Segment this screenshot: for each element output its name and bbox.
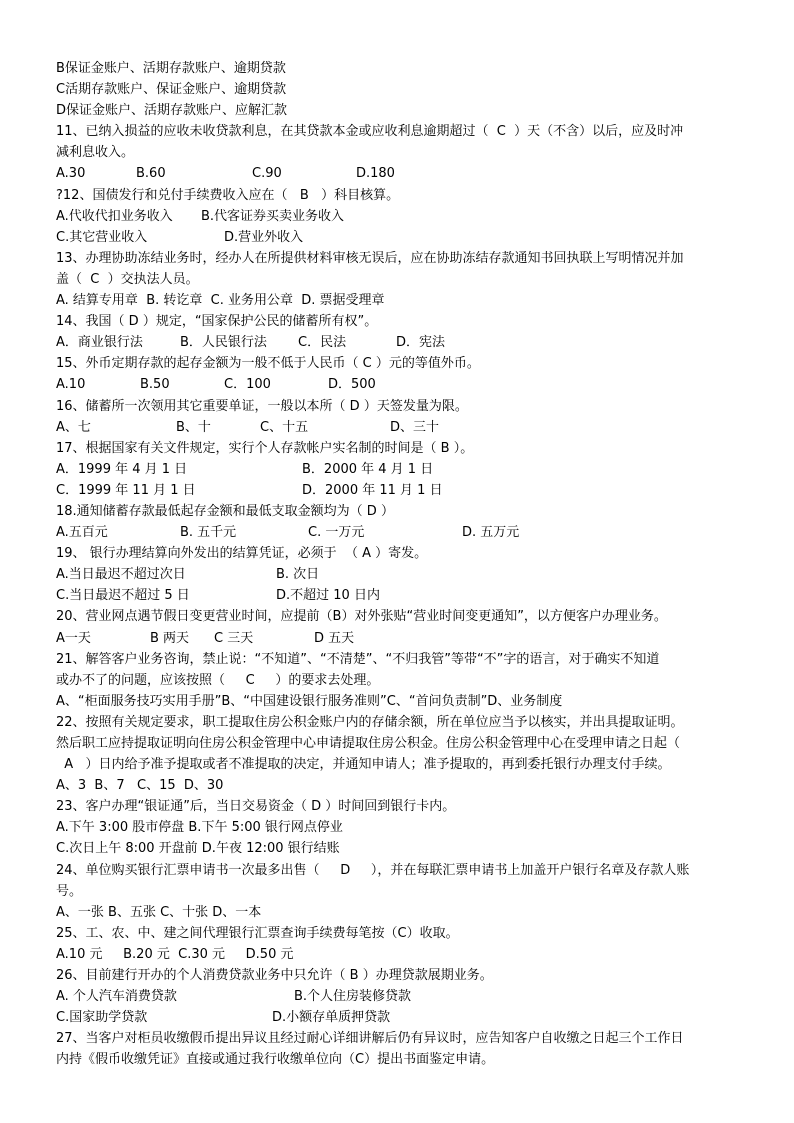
option-c: C. 一万元	[308, 525, 365, 541]
options-line: A、一张 B、五张 C、十张 D、一本	[56, 904, 262, 920]
question-24: 24、单位购买银行汇票申请书一次最多出售（ D ），并在每联汇票申请书上加盖开户银行名章及存款人账	[56, 862, 690, 878]
option-d: D．2000 年 11 月 1 日	[302, 482, 443, 498]
option-b: B.个人住房装修贷款	[294, 989, 412, 1005]
options-row	[56, 163, 746, 184]
options-row	[56, 480, 746, 501]
options-row	[56, 1007, 746, 1028]
option-a: A．1999 年 4 月 1 日	[56, 461, 188, 477]
question-25: 25、工、农、中、建之间代理银行汇票查询手续费每笔按（C）收取。	[56, 925, 459, 941]
option-a: A、七	[56, 419, 91, 435]
option-d: D.小额存单质押贷款	[272, 1010, 391, 1026]
option-c: C．1999 年 11 月 1 日	[56, 482, 196, 498]
question-11: 11、已纳入损益的应收未收贷款利息，在其贷款本金或应收利息逾期超过（ C ）天（不含）以后，应及时冲	[56, 124, 684, 140]
option-c: C．民法	[298, 335, 347, 351]
question-12: ?12、国债发行和兑付手续费收入应在（ B ）科目核算。	[56, 187, 400, 203]
options-line: A.下午 3:00 股市停盘 B.下午 5:00 银行网点停业	[56, 820, 343, 836]
option-a: A.五百元	[56, 525, 108, 541]
option-d: D．宪法	[396, 335, 446, 351]
question-23: 23、客户办理“银证通”后，当日交易资金（ D ）时间回到银行卡内。	[56, 799, 456, 815]
option-d: D.营业外收入	[224, 229, 304, 245]
question-17: 17、根据国家有关文件规定，实行个人存款帐户实名制的时间是（ B ）。	[56, 440, 474, 456]
question-19: 19、 银行办理结算向外发出的结算凭证，必须于 （ A ）寄发。	[56, 546, 428, 562]
question-15: 15、外币定期存款的起存金额为一般不低于人民币（ C ）元的等值外币。	[56, 356, 480, 372]
options-row	[56, 986, 746, 1007]
option-d: D、三十	[390, 419, 440, 435]
text-line: D保证金账户、活期存款账户、应解汇款	[56, 103, 288, 119]
text-line: 然后职工应持提取证明向住房公积金管理中心申请提取住房公积金。住房公积金管理中心在受理申请之日起（	[56, 736, 681, 751]
option-b: B.60	[136, 166, 166, 182]
options-row	[56, 374, 746, 395]
option-d: D.不超过 10 日内	[276, 588, 380, 604]
options-line: A.10 元 B.20 元 C.30 元 D.50 元	[56, 946, 294, 962]
option-b: B．2000 年 4 月 1 日	[302, 461, 434, 477]
text-line: 盖（ C ）交执法人员。	[56, 271, 199, 287]
options-line: A、“柜面服务技巧实用手册”B、“中国建设银行服务准则”C、“首问负责制”D、业务制度	[56, 693, 563, 709]
options-row	[56, 417, 746, 438]
option-b: B. 五千元	[180, 525, 237, 541]
options-row	[56, 332, 746, 353]
option-b: B. 次日	[276, 567, 320, 583]
option-c: C.90	[252, 166, 282, 182]
option-b: B.代客证券买卖业务收入	[201, 208, 345, 224]
options-row	[56, 206, 746, 227]
text-line: B保证金账户、活期存款账户、逾期贷款	[56, 61, 286, 76]
option-a: A.代收代扣业务收入	[56, 208, 173, 224]
option-c: C．100	[224, 377, 271, 393]
options-row	[56, 628, 746, 649]
question-26: 26、目前建行开办的个人消费贷款业务中只允许（ B ）办理贷款展期业务。	[56, 968, 493, 984]
option-d: D.180	[356, 166, 395, 182]
option-a: A.30	[56, 166, 86, 182]
text-line: 内持《假币收缴凭证》直接或通过我行收缴单位向（C）提出书面鉴定申请。	[56, 1052, 495, 1068]
options-row	[56, 522, 746, 543]
option-d: D．500	[328, 377, 376, 393]
text-line: 号。	[56, 883, 83, 899]
option-a: A.当日最迟不超过次日	[56, 567, 186, 583]
options-line: A、3 B、7 C、15 D、30	[56, 778, 224, 794]
question-18: 18.通知储蓄存款最低起存金额和最低支取金额均为（ D ）	[56, 503, 394, 519]
option-b: B．人民银行法	[180, 335, 267, 351]
options-row	[56, 227, 746, 248]
text-line: 减利息收入。	[56, 145, 135, 161]
text-line: A ）日内给予准予提取或者不准提取的决定，并通知申请人；准予提取的，再到委托银行办理支付手续。	[56, 757, 671, 773]
option-c: C.其它营业收入	[56, 229, 148, 245]
question-27: 27、当客户对柜员收缴假币提出异议且经过耐心详细讲解后仍有异议时，应告知客户自收缴之日起三个工作日	[56, 1031, 684, 1047]
option-c: C.当日最迟不超过 5 日	[56, 588, 190, 604]
options-line: A. 结算专用章 B. 转讫章 C. 业务用公章 D. 票据受理章	[56, 293, 385, 309]
options-row	[56, 585, 746, 606]
option-a: A．商业银行法	[56, 335, 143, 351]
option-d: D 五天	[314, 630, 355, 646]
option-d: D. 五万元	[462, 525, 520, 541]
question-21: 21、解答客户业务咨询，禁止说：“不知道”、“不清楚”、“不归我管”等带“不”字的语言，对于确实不知道	[56, 651, 660, 667]
options-line: C.次日上午 8:00 开盘前 D.午夜 12:00 银行结账	[56, 841, 340, 857]
option-a: A一天	[56, 630, 91, 646]
question-13: 13、办理协助冻结业务时，经办人在所提供材料审核无误后，应在协助冻结存款通知书回执联上写明情况并加	[56, 250, 684, 266]
options-row	[56, 459, 746, 480]
question-22: 22、按照有关规定要求，职工提取住房公积金账户内的存储余额，所在单位应当予以核实，并出具提取证明。	[56, 714, 684, 730]
text-line: C活期存款账户、保证金账户、逾期贷款	[56, 82, 287, 98]
question-16: 16、储蓄所一次领用其它重要单证，一般以本所（ D ）天签发量为限。	[56, 398, 468, 414]
option-b: B.50	[140, 377, 170, 393]
option-a: A. 个人汽车消费贷款	[56, 989, 177, 1005]
option-c: C、十五	[260, 419, 309, 435]
options-row	[56, 564, 746, 585]
question-14: 14、我国（ D ）规定，“国家保护公民的储蓄所有权”。	[56, 314, 378, 330]
option-b: B、十	[176, 419, 211, 435]
option-c: C 三天	[214, 630, 254, 646]
text-line: 或办不了的问题，应该按照（ C ）的要求去处理。	[56, 672, 380, 688]
question-20: 20、营业网点遇节假日变更营业时间，应提前（B）对外张贴“营业时间变更通知”，以方便客户办理业务。	[56, 609, 667, 625]
option-c: C.国家助学贷款	[56, 1010, 148, 1026]
option-a: A.10	[56, 377, 86, 393]
option-b: B 两天	[150, 630, 190, 646]
document-page	[56, 58, 746, 1071]
